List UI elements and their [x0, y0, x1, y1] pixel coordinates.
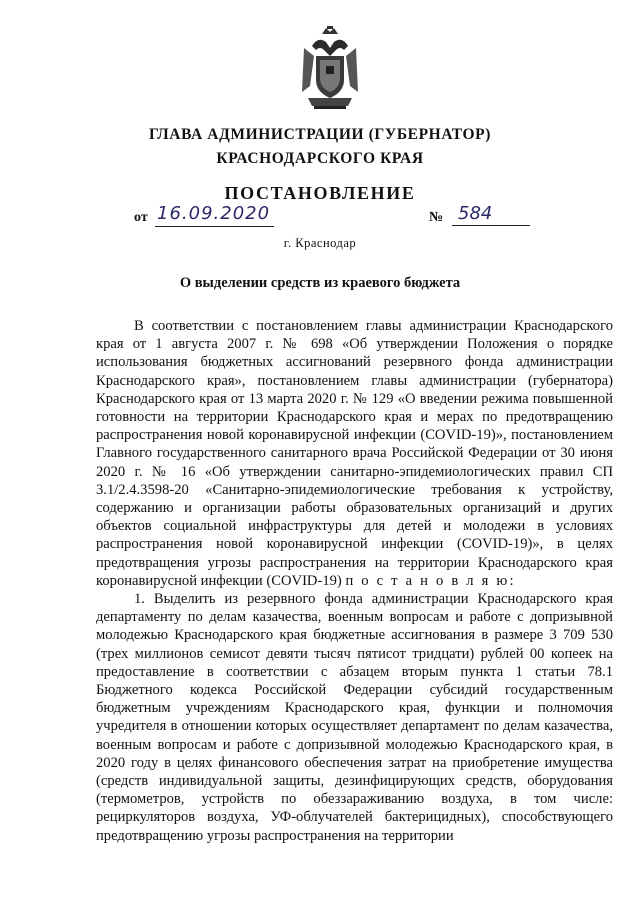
document-number: 584 [452, 201, 530, 226]
document-body [96, 317, 613, 845]
number-label: № [429, 210, 444, 225]
document-title: О выделении средств из краевого бюджета [179, 275, 461, 291]
paragraph-preamble [96, 317, 613, 590]
issuer-title: ГЛАВА АДМИНИСТРАЦИИ (ГУБЕРНАТОР) [149, 126, 491, 143]
coat-of-arms-emblem [300, 26, 360, 110]
city: г. Краснодар [283, 236, 357, 250]
paragraph-item-1: 1. Выделить из резервного фонда администрации Краснодарского края департаменту по делам казачества, военным вопросам и работе с допризывной молодежью Краснодарского края бюджетные ассигнования в размере 3 709 530 (трех миллионов семисот девяти тысяч пятисот тридцати) рублей 00 копеек на предоставление в соответствии с абзацем вторым пункта 1 статьи 78.1 Бюджетного кодекса Российской Федерации субсидий государственным бюджетным учреждениям Краснодарского края, функции и полномочия учредителя в отношении которых осуществляет департамент по делам казачества, военным вопросам и работе с допризывной молодежью Краснодарского края, в 2020 году в целях финансового обеспечения затрат на приобретение имущества (средств индивидуальной защиты, дезинфицирующих средств, оборудования (термометров, устройств по обеззараживанию воздуха, в том числе: рециркуляторов воздуха, УФ-облучателей бактерицидных), способствующего предотвращению угрозы распространения на территории [96, 591, 613, 844]
document-type: ПОСТАНОВЛЕНИЕ [224, 183, 416, 203]
resolution-word: п о с т а н о в л я ю: [345, 572, 516, 589]
date-label: от [134, 210, 148, 225]
issuer-region: КРАСНОДАРСКОГО КРАЯ [216, 150, 424, 167]
preamble-text: В соответствии с постановлением главы администрации Краснодарского края от 1 августа 2007 г. № 698 «Об утверждении Положения о порядке использования бюджетных ассигнований резервного фонда администрации Краснодарского края», постановлением главы администрации (губернатора) Краснодарского края от 13 марта 2020 г. № 129 «О введении режима повышенной готовности на территории Краснодарского края и мерах по предотвращению распространения новой коронавирусной инфекции (COVID-19)», постановлением Главного государственного санитарного врача Российской Федерации от 30 июня 2020 г. № 16 «Об утверждении санитарно-эпидемиологических правил СП 3.1/2.4.3598-20 «Санитарно-эпидемиологические требования к устройству, содержанию и организации работы образовательных организаций и других объектов социальной инфраструктуры для детей и молодежи в условиях распространения новой коронавирусной инфекции (COVID-19)», в целях предотвращения угрозы распространения на территории Краснодарского края коронавирусной инфекции (COVID-19) [96, 318, 613, 589]
document-date: 16.09.2020 [155, 201, 274, 227]
